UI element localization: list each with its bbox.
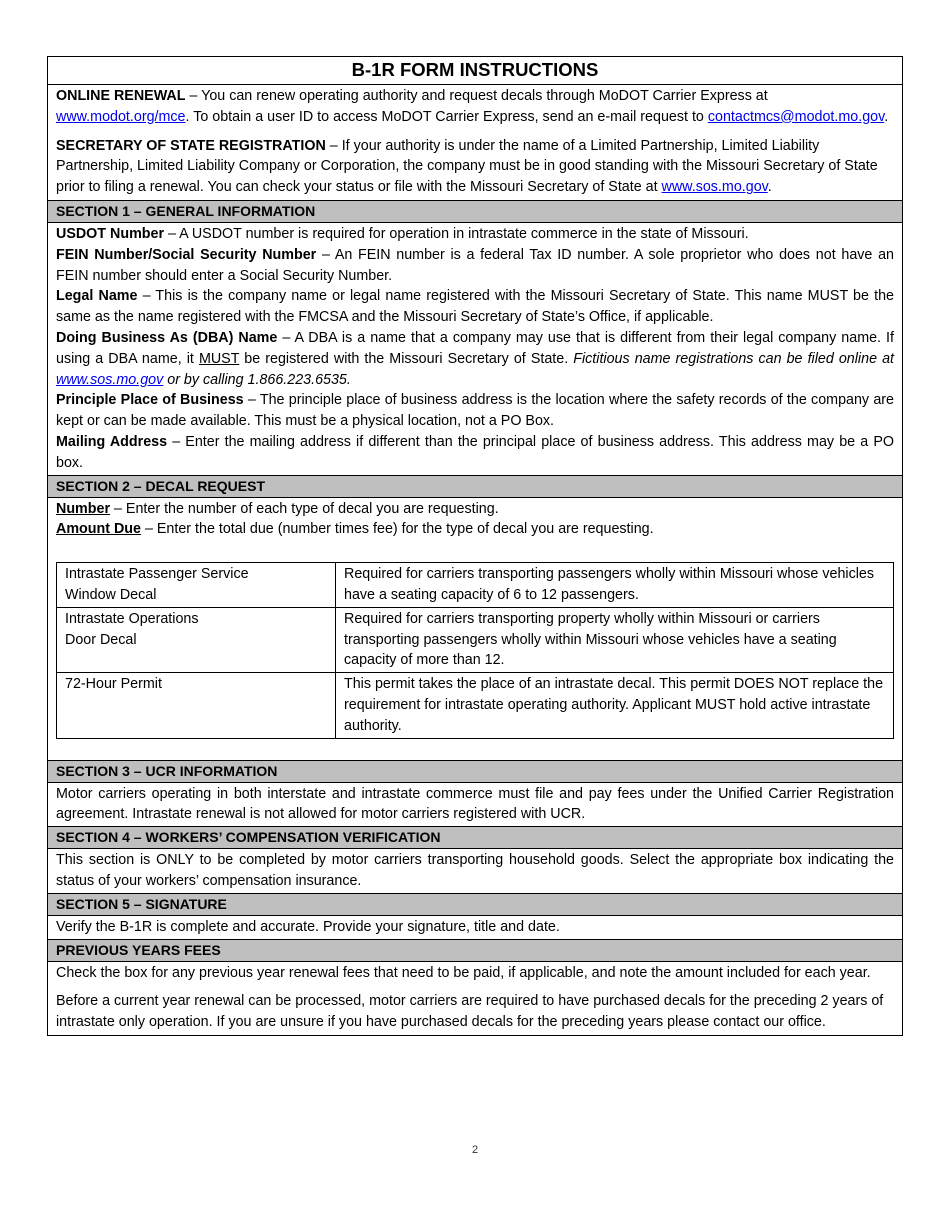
fein-text: – An FEIN number is a federal Tax ID number. A sole proprietor who does not have an FEIN number should enter a Social Security Number. <box>56 246 894 284</box>
section-4-header: SECTION 4 – WORKERS’ COMPENSATION VERIFICATION <box>48 827 902 849</box>
decal-description: This permit takes the place of an intrastate decal. This permit DOES NOT replace the requirement for intrastate operating authority. Applicant MUST hold active intrastate authority. <box>336 673 894 738</box>
previous-years-header: PREVIOUS YEARS FEES <box>48 940 902 962</box>
instructions-form <box>47 56 903 1036</box>
section-5-header: SECTION 5 – SIGNATURE <box>48 894 902 916</box>
online-renewal-text: – You can renew operating authority and request decals through MoDOT Carrier Express at <box>185 88 768 104</box>
decal-type-line: Window Decal <box>65 586 157 603</box>
decal-description: Required for carriers transporting passengers wholly within Missouri whose vehicles have a seating capacity of 6 to 12 passengers. <box>336 563 894 608</box>
intro-cell <box>48 85 902 201</box>
legal-name-text: – This is the company name or legal name registered with the Missouri Secretary of State. This name MUST be the same as the name registered with the FMCSA and the Missouri Secretary of State’s Office, if applicable. <box>56 288 894 326</box>
legal-name-item <box>56 286 894 328</box>
must-emphasis: MUST <box>198 350 240 367</box>
page-number: 2 <box>471 1144 479 1156</box>
dba-label: Doing Business As (DBA) Name <box>56 329 278 346</box>
previous-years-text-2: Before a current year renewal can be processed, motor carriers are required to have purchased decals for the preceding 2 years of intrastate only operation. If you are unsure if you have purchased decals for the preceding years please contact our office. <box>56 993 884 1031</box>
legal-name-label: Legal Name <box>56 288 138 305</box>
usdot-item <box>56 224 894 245</box>
sos-registration-text: – If your authority is under the name of a Limited Partnership, Limited Liability Partnership, Limited Liability Company or Corporation, the company must be in good standing with the Missouri Secretary of State prior to filing a renewal. You can check your status or file with the Missouri Secretary of State at <box>56 137 878 196</box>
fein-item <box>56 245 894 287</box>
sos-link-2[interactable]: www.sos.mo.gov <box>56 371 164 388</box>
period: . <box>767 179 772 196</box>
modot-mce-link[interactable]: www.modot.org/mce <box>56 108 186 125</box>
decal-type-line: Door Decal <box>65 631 137 648</box>
previous-years-text: Check the box for any previous year renewal fees that need to be paid, if applicable, and note the amount included for each year. <box>56 964 871 981</box>
section-5-body: Verify the B-1R is complete and accurate. Provide your signature, title and date. <box>48 916 902 940</box>
mailing-address-item <box>56 432 894 474</box>
dba-text: – A DBA is a name that a company may use that is different from their legal company name. If using a DBA name, it <box>56 329 894 367</box>
previous-years-body <box>48 962 902 1035</box>
form-title: B-1R FORM INSTRUCTIONS <box>48 57 902 85</box>
dba-item <box>56 328 894 390</box>
decal-description: Required for carriers transporting property wholly within Missouri or carriers transporting passengers wholly within Missouri whose vehicles have a seating capacity of more than 12. <box>336 607 894 672</box>
decal-types-table <box>56 562 894 738</box>
section-2-body <box>48 498 902 761</box>
online-renewal-text-2: . To obtain a user ID to access MoDOT Carrier Express, send an e-mail request to <box>185 108 708 125</box>
table-row <box>57 607 894 672</box>
mailing-address-label: Mailing Address <box>56 433 168 450</box>
number-label: Number <box>56 500 111 517</box>
section-3-header: SECTION 3 – UCR INFORMATION <box>48 761 902 783</box>
online-renewal-paragraph <box>56 86 894 128</box>
usdot-label: USDOT Number <box>56 225 165 242</box>
principal-place-item <box>56 390 894 432</box>
decal-type <box>57 563 336 608</box>
principal-place-label: Principle Place of Business <box>56 392 244 409</box>
amount-due-item <box>56 519 894 540</box>
fein-label: FEIN Number/Social Security Number <box>56 246 317 263</box>
decal-type-line: Intrastate Passenger Service <box>65 566 249 583</box>
principal-place-text: – The principle place of business address is the location where the safety records of the company are kept or can be made available. This must be a physical location, not a PO Box. <box>56 392 894 430</box>
amount-due-label: Amount Due <box>56 521 141 538</box>
online-renewal-label: ONLINE RENEWAL <box>56 88 186 104</box>
number-item <box>56 499 894 520</box>
sos-link[interactable]: www.sos.mo.gov <box>661 179 768 196</box>
decal-type <box>57 607 336 672</box>
usdot-text: – A USDOT number is required for operation in intrastate commerce in the state of Missouri. <box>164 225 749 242</box>
table-row <box>57 673 894 738</box>
table-row <box>57 563 894 608</box>
section-2-header: SECTION 2 – DECAL REQUEST <box>48 476 902 498</box>
fictitious-name-note: Fictitious name registrations can be filed online at <box>573 350 895 367</box>
dba-text-2: be registered with the Missouri Secretary of State. <box>239 350 574 367</box>
amount-due-text: – Enter the total due (number times fee) for the type of decal you are requesting. <box>140 521 654 538</box>
phone-note: or by calling 1.866.223.6535. <box>163 371 351 388</box>
contact-email-link[interactable]: contactmcs@modot.mo.gov <box>707 108 885 125</box>
period: . <box>884 108 889 125</box>
sos-registration-paragraph <box>56 136 894 198</box>
decal-type-line: Intrastate Operations <box>65 610 199 627</box>
sos-registration-label: SECRETARY OF STATE REGISTRATION <box>56 137 326 154</box>
section-1-header: SECTION 1 – GENERAL INFORMATION <box>48 201 902 223</box>
number-text: – Enter the number of each type of decal you are requesting. <box>110 500 499 517</box>
section-4-body: This section is ONLY to be completed by motor carriers transporting household goods. Select the appropriate box indicating the status of your workers’ compensation insurance. <box>48 849 902 894</box>
section-1-body <box>48 223 902 476</box>
decal-type-line: 72-Hour Permit <box>65 676 162 693</box>
section-3-body: Motor carriers operating in both interstate and intrastate commerce must file and pay fees under the Unified Carrier Registration agreement. Intrastate renewal is not allowed for motor carriers registered with UCR. <box>48 783 902 828</box>
mailing-address-text: – Enter the mailing address if different than the principal place of business address. This address may be a PO box. <box>56 433 894 471</box>
decal-type <box>57 673 336 738</box>
